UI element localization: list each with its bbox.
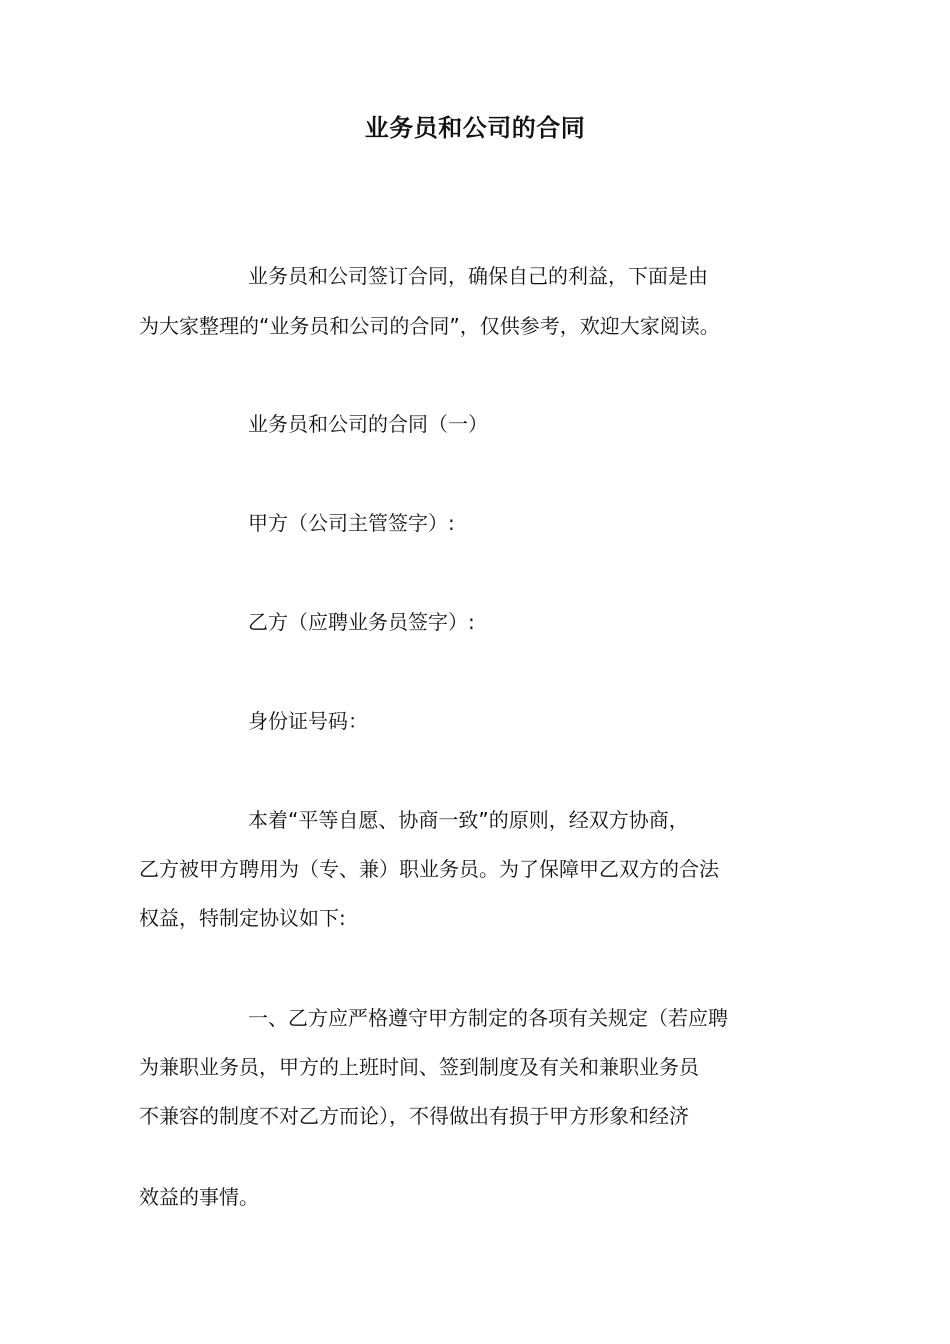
section-heading: 业务员和公司的合同（一）	[248, 412, 488, 436]
party-b-line: 乙方（应聘业务员签字）:	[248, 610, 475, 634]
clause-1-line-1: 一、乙方应严格遵守甲方制定的各项有关规定（若应聘	[248, 1006, 728, 1030]
preamble-line-1: 本着“平等自愿、协商一致”的原则，经双方协商，	[248, 808, 689, 832]
document-title: 业务员和公司的合同	[364, 114, 586, 142]
intro-line-2: 为大家整理的“业务员和公司的合同”，仅供参考，欢迎大家阅读。	[139, 314, 720, 338]
id-number-line: 身份证号码：	[248, 709, 368, 733]
party-a-line: 甲方（公司主管签字）:	[248, 511, 455, 535]
preamble-line-3: 权益，特制定协议如下:	[139, 906, 346, 930]
clause-1-line-4: 效益的事情。	[139, 1185, 259, 1209]
preamble-line-2: 乙方被甲方聘用为（专、兼）职业务员。为了保障甲乙双方的合法	[139, 857, 719, 881]
intro-line-1: 业务员和公司签订合同，确保自己的利益，下面是由	[248, 264, 708, 288]
clause-1-line-3: 不兼容的制度不对乙方而论），不得做出有损于甲方形象和经济	[139, 1104, 689, 1128]
clause-1-line-2: 为兼职业务员，甲方的上班时间、签到制度及有关和兼职业务员	[139, 1055, 699, 1079]
